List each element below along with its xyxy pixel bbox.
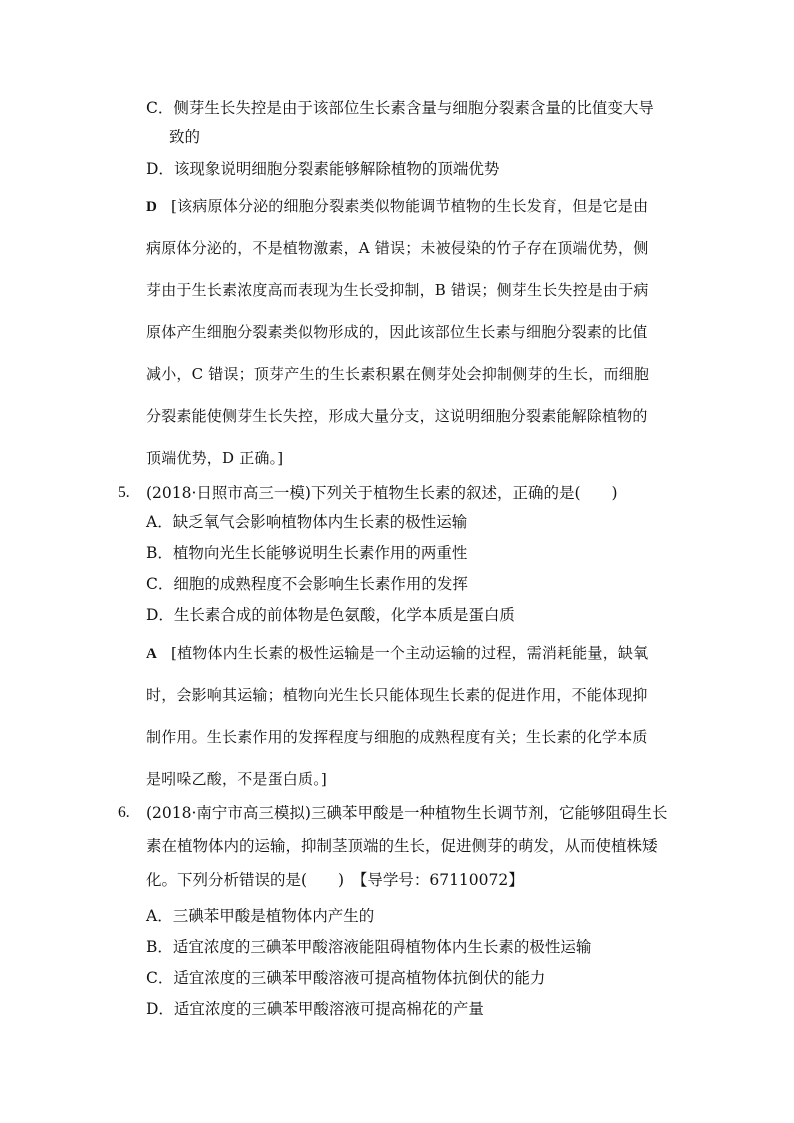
- explanation-line: 时，会影响其运输；植物向光生长只能体现生长素的促进作用，不能体现抑: [146, 686, 648, 704]
- explanation-line: 病原体分泌的，不是植物激素，A 错误；未被侵染的竹子存在顶端优势，侧: [146, 239, 649, 257]
- explanation-line: 制作用。生长素作用的发挥程度与细胞的成熟程度有关；生长素的化学本质: [146, 728, 648, 746]
- answer-mark: A: [146, 646, 158, 662]
- explanation-line: 芽由于生长素浓度高而表现为生长受抑制，B 错误；侧芽生长失控是由于病: [146, 281, 649, 299]
- option-a: A．三碘苯甲酸是植物体内产生的: [146, 907, 375, 925]
- option-c: C．细胞的成熟程度不会影响生长素作用的发挥: [146, 575, 468, 593]
- option-c-line2: 致的: [169, 128, 201, 146]
- explanation-line: 原体产生细胞分裂素类似物形成的，因此该部位生长素与细胞分裂素的比值: [146, 323, 648, 341]
- explanation-line: 分裂素能使侧芽生长失控，形成大量分支，这说明细胞分裂素能解除植物的: [146, 407, 648, 425]
- question-number: 5.: [118, 484, 130, 501]
- explanation-text: [植物体内生长素的极性运输是一个主动运输的过程，需消耗能量，缺氧: [171, 644, 649, 662]
- answer-explanation-line: [146, 643, 648, 664]
- option-c: C．适宜浓度的三碘苯甲酸溶液可提高植物体抗倒伏的能力: [146, 969, 546, 987]
- option-a: A．缺乏氧气会影响植物体内生长素的极性运输: [146, 513, 468, 531]
- explanation-line: 减小，C 错误；顶芽产生的生长素积累在侧芽处会抑制侧芽的生长，而细胞: [146, 365, 650, 383]
- option-b: B．植物向光生长能够说明生长素作用的两重性: [146, 544, 468, 562]
- option-d: D．生长素合成的前体物是色氨酸，化学本质是蛋白质: [146, 606, 515, 624]
- option-d: D．适宜浓度的三碘苯甲酸溶液可提高棉花的产量: [146, 1000, 484, 1018]
- question-stem-line: 化。下列分析错误的是( ) 【导学号：67110072】: [146, 871, 524, 889]
- answer-explanation-line: [146, 196, 648, 217]
- question-stem-line: 素在植物体内的运输，抑制茎顶端的生长，促进侧芽的萌发，从而使植株矮: [146, 837, 658, 855]
- explanation-text: [该病原体分泌的细胞分裂素类似物能调节植物的生长发育，但是它是由: [171, 197, 649, 215]
- option-b: B．适宜浓度的三碘苯甲酸溶液能阻碍植物体内生长素的极性运输: [146, 938, 592, 956]
- question-stem-line: (2018·南宁市高三模拟)三碘苯甲酸是一种植物生长调节剂，它能够阻碍生长: [146, 804, 668, 822]
- question-number: 6.: [118, 804, 130, 821]
- question-stem: (2018·日照市高三一模)下列关于植物生长素的叙述，正确的是( ): [146, 484, 618, 502]
- answer-mark: D: [146, 199, 158, 215]
- explanation-line: 是吲哚乙酸，不是蛋白质。]: [146, 770, 327, 788]
- option-d: D．该现象说明细胞分裂素能够解除植物的顶端优势: [146, 160, 500, 178]
- option-c-line1: C．侧芽生长失控是由于该部位生长素含量与细胞分裂素含量的比值变大导: [146, 99, 654, 117]
- explanation-line: 顶端优势，D 正确。]: [146, 449, 284, 467]
